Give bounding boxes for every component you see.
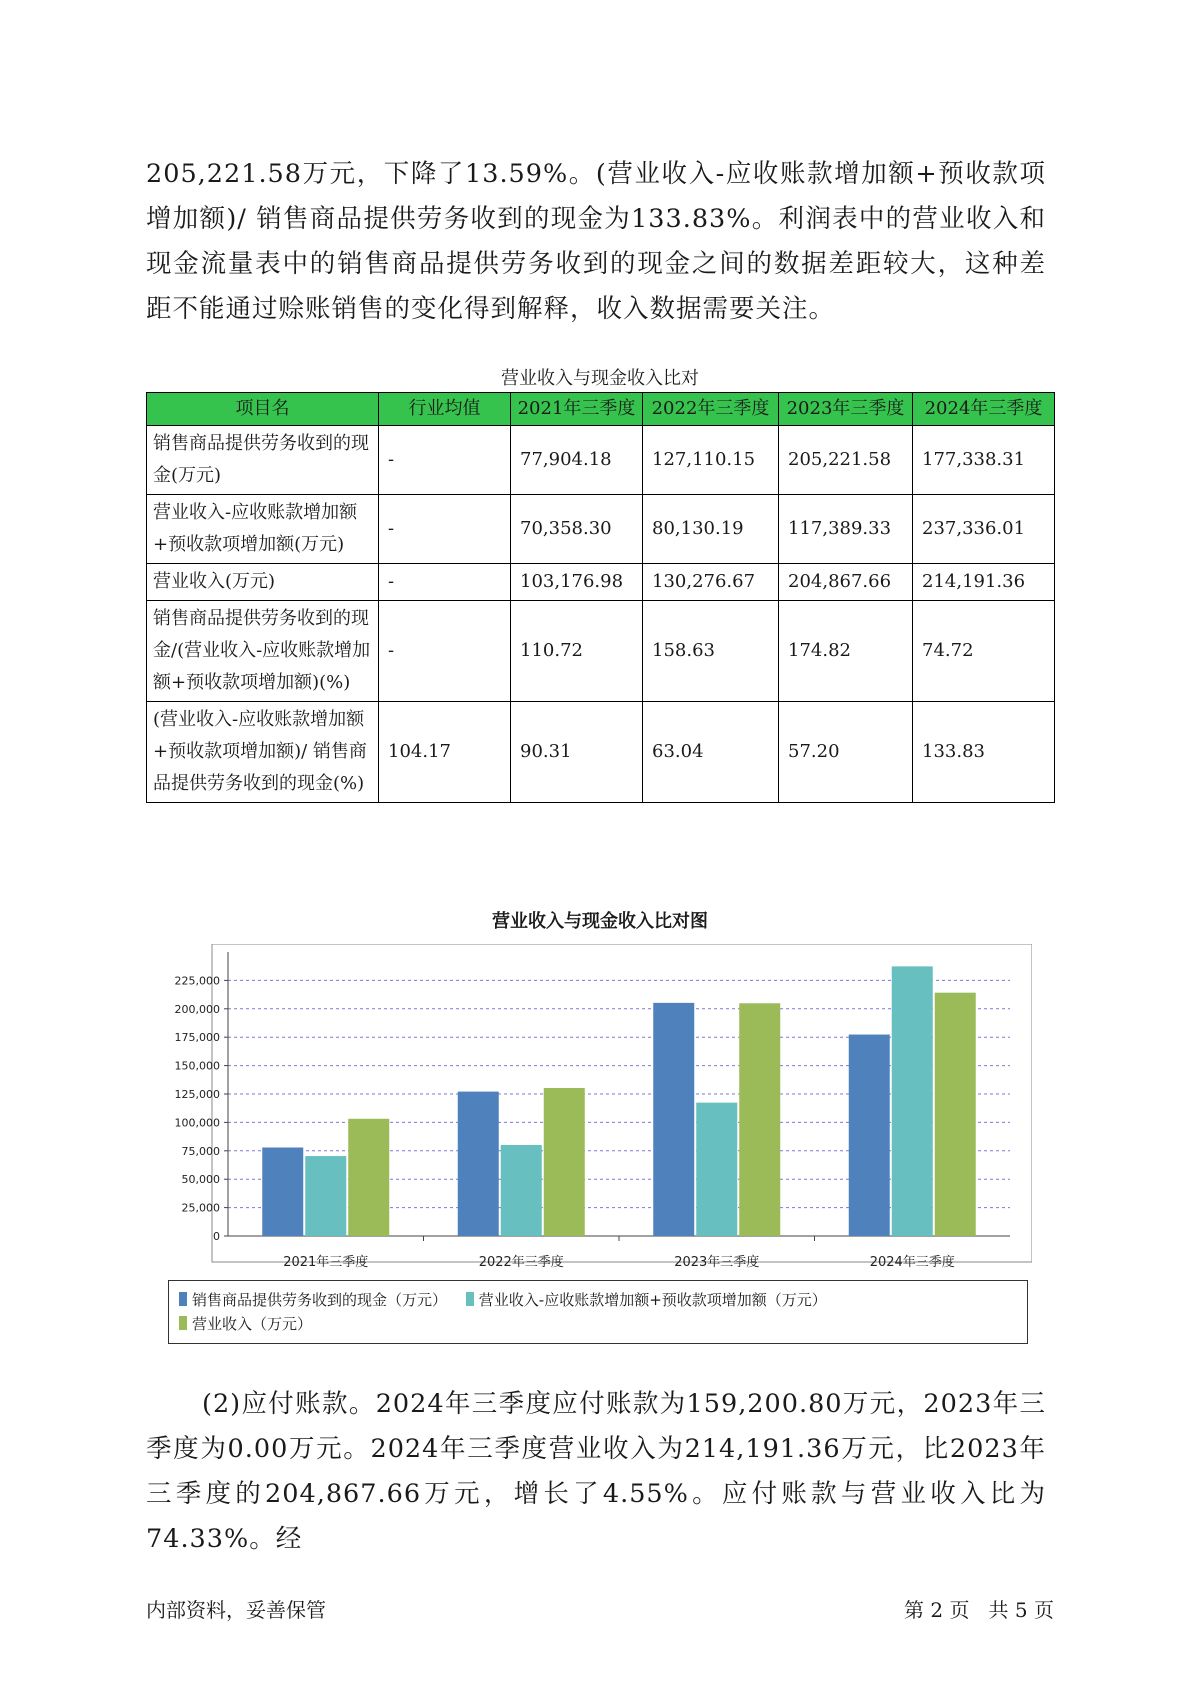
row-label: 销售商品提供劳务收到的现金/(营业收入-应收账款增加额+预收款项增加额)(%) [147, 601, 379, 702]
footer-page-number: 第 2 页 共 5 页 [904, 1598, 1054, 1622]
legend-swatch [179, 1316, 187, 1330]
y-tick-label: 125,000 [174, 1088, 220, 1101]
table-caption: 营业收入与现金收入比对 [501, 368, 699, 389]
y-tick-label: 175,000 [174, 1031, 220, 1045]
bar-2 [892, 966, 933, 1236]
cell-value: 80,130.19 [643, 495, 779, 564]
y-tick-label: 100,000 [174, 1116, 220, 1130]
header-2022q3: 2022年三季度 [643, 393, 779, 426]
cell-avg: - [379, 564, 511, 601]
row-label: (营业收入-应收账款增加额+预收款项增加额)/ 销售商品提供劳务收到的现金(%) [147, 702, 379, 803]
paragraph-bottom: (2)应付账款。2024年三季度应付账款为159,200.80万元，2023年三季度为0.00万元。2024年三季度营业收入为214,191.36万元，比2023年三季度的204,867.66万元，增长了4.55%。应付账款与营业收入比为74.33%。经 [146, 1389, 1046, 1554]
cell-value: 130,276.67 [643, 564, 779, 601]
cell-value: 237,336.01 [913, 495, 1055, 564]
table-header-row [147, 393, 1055, 426]
cell-value: 103,176.98 [511, 564, 643, 601]
cell-avg: - [379, 601, 511, 702]
bar-2 [305, 1156, 346, 1236]
table-row [147, 495, 1055, 564]
table-row [147, 702, 1055, 803]
y-tick-label: 200,000 [174, 1002, 220, 1016]
cell-value: 117,389.33 [779, 495, 913, 564]
cell-value: 90.31 [511, 702, 643, 803]
legend-item-cash [179, 1287, 447, 1311]
cell-value: 70,358.30 [511, 495, 643, 564]
bar-3 [739, 1003, 780, 1236]
bar-1 [458, 1092, 499, 1236]
chart-legend [168, 1280, 1028, 1344]
row-label: 营业收入(万元) [147, 564, 379, 601]
bar-2 [501, 1145, 542, 1236]
header-item-name: 项目名 [147, 393, 379, 426]
table-row [147, 564, 1055, 601]
legend-label: 营业收入（万元） [192, 1314, 313, 1333]
row-label: 营业收入-应收账款增加额+预收款项增加额(万元) [147, 495, 379, 564]
legend-label: 销售商品提供劳务收到的现金（万元） [192, 1290, 448, 1309]
table-row [147, 601, 1055, 702]
cell-value: 77,904.18 [511, 426, 643, 495]
legend-item-revenue [179, 1311, 312, 1335]
cell-value: 74.72 [913, 601, 1055, 702]
cell-value: 158.63 [643, 601, 779, 702]
header-2024q3: 2024年三季度 [913, 393, 1055, 426]
cell-value: 204,867.66 [779, 564, 913, 601]
cell-value: 214,191.36 [913, 564, 1055, 601]
header-2021q3: 2021年三季度 [511, 393, 643, 426]
bar-2 [696, 1103, 737, 1236]
table-row [147, 426, 1055, 495]
bar-chart [160, 944, 1032, 1280]
x-tick-label: 2023年三季度 [674, 1255, 760, 1270]
cell-value: 57.20 [779, 702, 913, 803]
y-tick-label: 25,000 [181, 1201, 220, 1215]
cell-avg: 104.17 [379, 702, 511, 803]
cell-value: 205,221.58 [779, 426, 913, 495]
header-industry-avg: 行业均值 [379, 393, 511, 426]
legend-label: 营业收入-应收账款增加额+预收款项增加额（万元） [478, 1290, 827, 1309]
cell-avg: - [379, 426, 511, 495]
x-tick-label: 2022年三季度 [478, 1255, 564, 1270]
x-tick-label: 2024年三季度 [869, 1255, 955, 1270]
bar-1 [653, 1003, 694, 1236]
bar-3 [935, 993, 976, 1236]
y-tick-label: 225,000 [174, 974, 220, 988]
legend-swatch [466, 1292, 474, 1306]
y-tick-label: 50,000 [181, 1173, 220, 1187]
legend-item-adjusted-revenue [466, 1287, 827, 1311]
row-label: 销售商品提供劳务收到的现金(万元) [147, 426, 379, 495]
cell-value: 63.04 [643, 702, 779, 803]
cell-value: 174.82 [779, 601, 913, 702]
legend-swatch [179, 1292, 187, 1306]
y-tick-label: 0 [213, 1230, 220, 1243]
bar-3 [544, 1088, 585, 1236]
cell-value: 127,110.15 [643, 426, 779, 495]
y-tick-label: 150,000 [174, 1059, 220, 1073]
paragraph-top: 205,221.58万元，下降了13.59%。(营业收入-应收账款增加额+预收款项增加额)/ 销售商品提供劳务收到的现金为133.83%。利润表中的营业收入和现金流量表中的销售商品提供劳务收到的现金之间的数据差距较大，这种差距不能通过赊账销售的变化得到解释，收入数据需要关注。 [146, 159, 1046, 324]
cell-value: 177,338.31 [913, 426, 1055, 495]
chart-title: 营业收入与现金收入比对图 [492, 911, 708, 932]
cell-value: 133.83 [913, 702, 1055, 803]
bar-1 [262, 1148, 303, 1236]
bar-3 [348, 1119, 389, 1236]
header-2023q3: 2023年三季度 [779, 393, 913, 426]
y-tick-label: 75,000 [181, 1144, 220, 1158]
cell-value: 110.72 [511, 601, 643, 702]
footer-confidential: 内部资料，妥善保管 [146, 1598, 326, 1622]
cell-avg: - [379, 495, 511, 564]
x-tick-label: 2021年三季度 [283, 1255, 369, 1270]
bar-1 [849, 1035, 890, 1236]
comparison-table [146, 392, 1055, 803]
